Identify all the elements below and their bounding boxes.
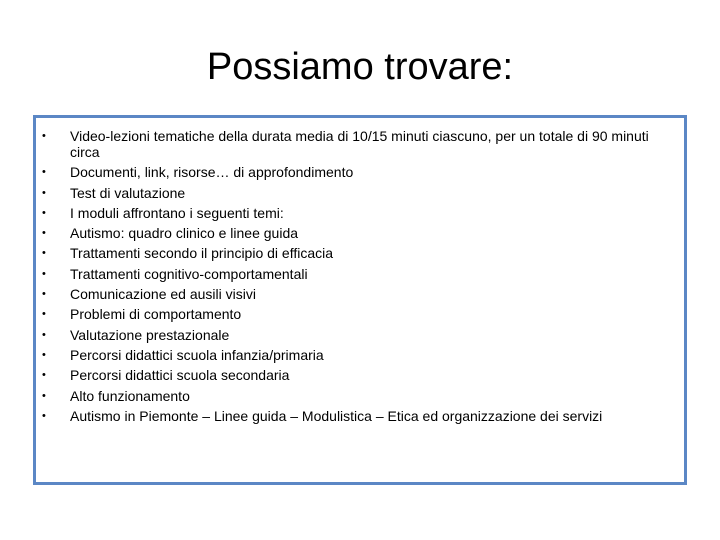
list-item-text: I moduli affrontano i seguenti temi: — [70, 204, 284, 221]
list-item — [36, 245, 684, 261]
bullet-icon: • — [42, 166, 46, 179]
bullet-icon: • — [42, 308, 46, 321]
bullet-icon: • — [42, 186, 46, 199]
bullet-icon: • — [42, 288, 46, 301]
list-item-text: Alto funzionamento — [70, 387, 190, 404]
list-item-text: Video-lezioni tematiche della durata media di 10/15 minuti ciascuno, per un totale di 90 minuti circa — [70, 128, 649, 160]
list-item-text: Documenti, link, risorse… di approfondimento — [70, 164, 354, 181]
list-item — [36, 408, 684, 424]
list-item — [36, 225, 684, 241]
list-item-text: Valutazione prestazionale — [70, 326, 230, 343]
list-item — [36, 205, 684, 221]
bullet-icon: • — [42, 267, 46, 280]
bullet-icon: • — [42, 389, 46, 402]
list-item-text: Autismo in Piemonte – Linee guida – Modulistica – Etica ed organizzazione dei servizi — [70, 407, 603, 424]
list-item-text: Trattamenti secondo il principio di efficacia — [70, 245, 334, 262]
bullet-icon: • — [42, 227, 46, 240]
bullet-icon: • — [42, 130, 46, 142]
list-item — [36, 306, 684, 322]
list-item — [36, 164, 684, 180]
list-item — [36, 327, 684, 343]
bullet-icon: • — [42, 247, 46, 260]
bullet-icon: • — [42, 206, 46, 219]
list-item — [36, 266, 684, 282]
list-item — [36, 347, 684, 363]
slide-title: Possiamo trovare: — [206, 46, 514, 88]
list-item — [36, 367, 684, 383]
list-item-text: Percorsi didattici scuola secondaria — [70, 367, 290, 384]
list-item — [36, 388, 684, 404]
list-item — [36, 185, 684, 201]
bullet-list — [36, 128, 684, 428]
list-item-text: Test di valutazione — [70, 184, 186, 201]
bullet-icon: • — [42, 348, 46, 361]
list-item-text: Comunicazione ed ausili visivi — [70, 286, 256, 303]
list-item-text: Trattamenti cognitivo-comportamentali — [70, 265, 308, 282]
list-item-text: Problemi di comportamento — [70, 306, 242, 323]
list-item — [36, 286, 684, 302]
list-item — [36, 128, 684, 160]
bullet-icon: • — [42, 328, 46, 341]
list-item-text: Percorsi didattici scuola infanzia/primaria — [70, 346, 324, 363]
bullet-icon: • — [42, 369, 46, 382]
content-box — [33, 115, 687, 485]
bullet-icon: • — [42, 409, 46, 422]
list-item-text: Autismo: quadro clinico e linee guida — [70, 225, 299, 242]
